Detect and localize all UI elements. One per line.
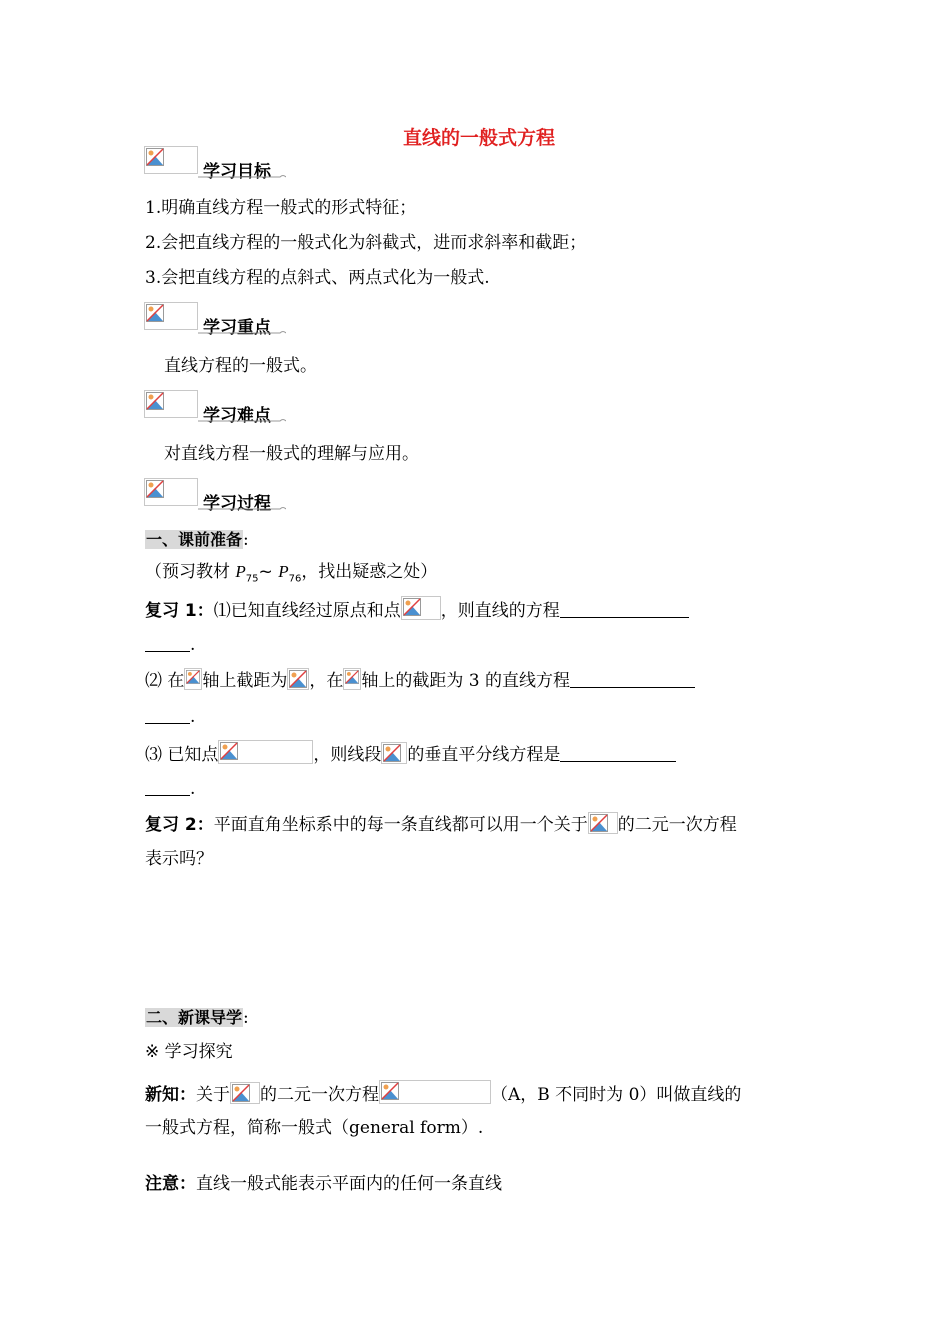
review1-q2-text-b: 轴上截距为: [202, 671, 288, 691]
answer-blank[interactable]: [145, 777, 190, 796]
prep-heading-line: [145, 527, 249, 552]
new-knowledge-label: 新知: [145, 1085, 179, 1105]
formula-image: [218, 740, 313, 764]
review2-text-c: 表示吗？: [145, 849, 213, 869]
review1-q1-text-a: ⑴已知直线经过原点和点: [213, 601, 401, 621]
formula-image: [381, 742, 407, 764]
explore-heading: ※ 学习探究: [145, 1042, 233, 1062]
formula-image: [588, 812, 618, 834]
notice-label: 注意: [145, 1174, 179, 1194]
notice-line: [145, 1172, 502, 1196]
section-icon-image: [144, 478, 198, 506]
goal-item-3: 3.会把直线方程的点斜式、两点式化为一般式.: [145, 268, 490, 288]
section-icon-image: [144, 390, 198, 418]
review1-q2: [145, 668, 695, 693]
notice-text: 直线一般式能表示平面内的任何一条直线: [196, 1174, 502, 1194]
new-knowledge-text-a: 关于: [196, 1085, 230, 1105]
review1-q3: [145, 740, 676, 767]
formula-image: [343, 668, 361, 690]
review2-colon: ：: [196, 815, 214, 835]
new-knowledge-text-c: （A，B 不同时为 0）叫做直线的: [491, 1085, 742, 1105]
goal-item-1: 1.明确直线方程一般式的形式特征；: [145, 198, 417, 218]
review2-text-b: 的二元一次方程: [617, 815, 737, 835]
prep-heading-colon: :: [243, 530, 249, 550]
goal-item-2: 2.会把直线方程的一般式化为斜截式，进而求斜率和截距；: [145, 233, 587, 253]
review2-text-a: 平面直角坐标系中的每一条直线都可以用一个关于: [213, 815, 588, 835]
review1-q2-text-d: 轴上的截距为 3 的直线方程: [361, 671, 571, 691]
difficulty-text: 对直线方程一般式的理解与应用。: [164, 444, 419, 464]
new-lesson-heading: 二、新课导学: [146, 1008, 243, 1027]
formula-image: [184, 668, 202, 690]
review2-line1: [145, 812, 737, 837]
new-knowledge-text-b: 的二元一次方程: [260, 1085, 379, 1105]
notice-colon: ：: [179, 1174, 196, 1194]
formula-image: [401, 596, 441, 620]
review1-q2-text-c: ，在: [309, 671, 344, 691]
review1-colon: ：: [196, 601, 214, 621]
review1-q1-continued: [145, 633, 195, 657]
answer-blank[interactable]: [145, 633, 190, 652]
review1-q1-text-b: ，则直线的方程: [440, 601, 560, 621]
prep-note-open: （预习教材: [145, 562, 236, 582]
page-title: 直线的一般式方程: [403, 127, 556, 149]
prep-heading: 一、课前准备: [146, 530, 243, 549]
answer-blank[interactable]: [560, 743, 676, 762]
section-icon-image: [144, 146, 198, 174]
prep-note-tilde: ~: [258, 562, 279, 582]
heading-underline: [198, 506, 286, 512]
heading-difficulty: 学习难点: [203, 406, 271, 426]
review1-q1: [145, 596, 689, 623]
page-ref-75: 75: [245, 573, 259, 585]
new-knowledge-line1: [145, 1080, 741, 1107]
heading-goals: 学习目标: [203, 162, 271, 182]
review1-q3-text-a: ⑶ 已知点: [145, 745, 219, 765]
heading-process: 学习过程: [203, 494, 271, 514]
prep-note-close: ，找出疑惑之处）: [301, 562, 438, 582]
new-lesson-heading-line: [145, 1005, 249, 1030]
page-ref-76: 76: [288, 573, 302, 585]
review1-q3-end: .: [190, 779, 196, 799]
heading-underline: [198, 174, 286, 180]
heading-underline: [198, 418, 286, 424]
new-knowledge-text-d: 一般式方程，简称一般式（general form）.: [145, 1118, 484, 1138]
review1-q1-end: .: [190, 635, 196, 655]
key-text: 直线方程的一般式。: [164, 356, 317, 376]
review2-label: 复习 2: [145, 815, 197, 835]
new-knowledge-colon: ：: [179, 1085, 196, 1105]
formula-image: [230, 1082, 260, 1104]
review1-q2-continued: [145, 705, 195, 729]
review1-q3-text-b: ，则线段: [313, 745, 382, 765]
review1-q3-continued: [145, 777, 195, 801]
review1-label: 复习 1: [145, 601, 197, 621]
review1-q3-text-c: 的垂直平分线方程是: [407, 745, 561, 765]
review1-q2-end: .: [190, 707, 196, 727]
answer-blank[interactable]: [560, 599, 689, 618]
new-lesson-heading-colon: :: [243, 1008, 249, 1028]
formula-image: [379, 1080, 491, 1104]
prep-note: [145, 560, 437, 591]
heading-key: 学习重点: [203, 318, 271, 338]
answer-blank[interactable]: [570, 669, 695, 688]
heading-underline: [198, 330, 286, 336]
answer-blank[interactable]: [145, 705, 190, 724]
page-ref-p75: P: [235, 562, 246, 581]
formula-image: [287, 668, 309, 690]
page-ref-p76: P: [278, 562, 289, 581]
section-icon-image: [144, 302, 198, 330]
review1-q2-text-a: ⑵ 在: [145, 671, 185, 691]
